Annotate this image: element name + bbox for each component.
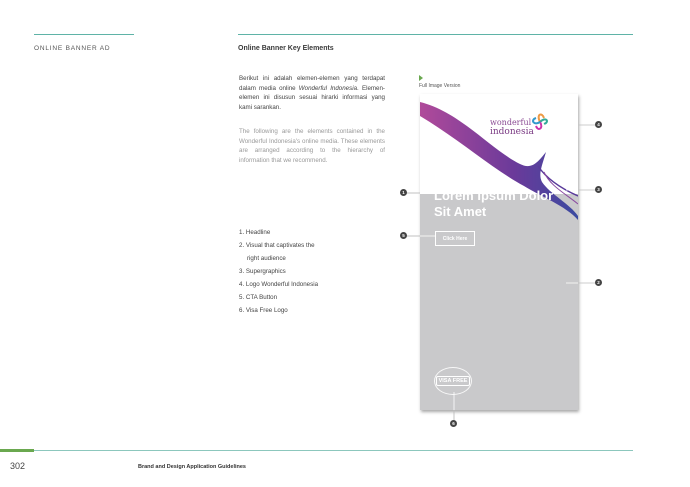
- footer-title: Brand and Design Application Guidelines: [138, 464, 246, 470]
- page-number: 302: [10, 461, 26, 471]
- list-item: 3. Supergraphics: [239, 268, 286, 275]
- list-item: 5. CTA Button: [239, 294, 278, 301]
- bottom-rule: [0, 450, 633, 451]
- section-label: ONLINE BANNER AD: [34, 45, 111, 52]
- figure-version-label: Full Image Version: [419, 83, 461, 89]
- list-item: 4. Logo Wonderful Indonesia: [239, 281, 319, 288]
- paragraph-indonesian-part2: . Elemen-elemen ini disusun sesuai hirarki informasi yang kami sarankan.: [239, 84, 385, 111]
- callout-number: 3: [595, 186, 602, 193]
- callout-number: 2: [595, 279, 602, 286]
- paragraph-english: The following are the elements contained in the Wonderful Indonesia's online media. These elements are arranged according to the hierarchy of information that we recommend.: [239, 128, 385, 164]
- list-item: 2. Visual that captivates the right audience: [239, 242, 315, 262]
- paragraph-indonesian-part1: Berikut ini adalah elemen-elemen yang terdapat dalam media online: [239, 75, 385, 92]
- visa-free-label: VISA FREE: [436, 376, 471, 386]
- banner-headline: Lorem Ipsum Dolor Sit Amet: [434, 188, 554, 219]
- paragraph-indonesian-italic: Wonderful Indonesia: [298, 84, 358, 92]
- list-item: 6. Visa Free Logo: [239, 307, 288, 314]
- callout-number: 5: [400, 232, 407, 239]
- bottom-rule-accent: [0, 449, 34, 452]
- page-heading: Online Banner Key Elements: [238, 45, 334, 52]
- list-item: 1. Headline: [239, 229, 271, 236]
- callout-number: 6: [450, 420, 457, 427]
- logo-line1: wonderful: [490, 118, 532, 127]
- callout-number: 1: [400, 189, 407, 196]
- logo-line2: indonesia: [490, 127, 534, 137]
- callout-number: 4: [595, 121, 602, 128]
- cta-button[interactable]: Click Here: [435, 231, 475, 246]
